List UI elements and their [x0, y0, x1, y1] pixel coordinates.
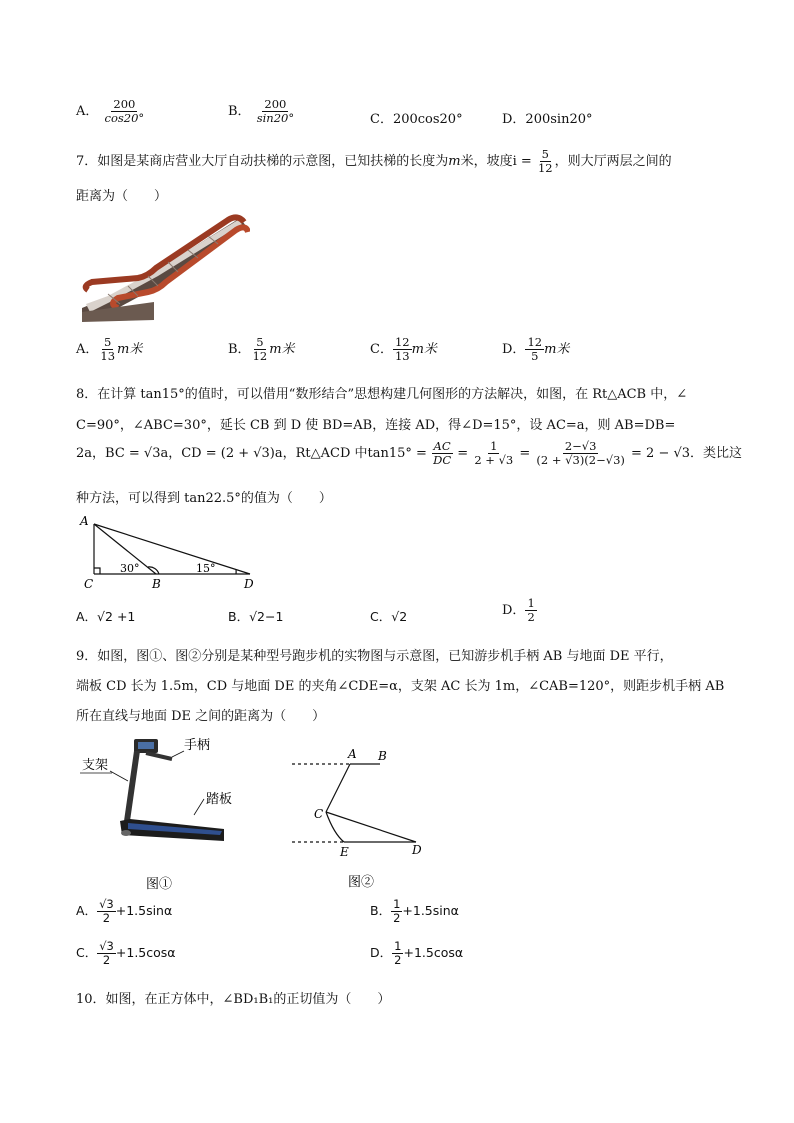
- q7-option-d: [502, 336, 569, 363]
- leader-pedal: [194, 799, 204, 815]
- q10-stem: 10．如图，在正方体中，∠BD₁B₁的正切值为（ ）: [76, 992, 391, 1007]
- q9-option-b: [370, 898, 459, 925]
- equals-sign: =: [457, 446, 469, 462]
- numerator: √3: [99, 939, 114, 953]
- label-d: D: [244, 577, 254, 591]
- option-label: B．: [370, 903, 392, 919]
- q6-option-b: [228, 98, 296, 125]
- label-30-degrees: 30°: [120, 562, 140, 575]
- fraction: [525, 597, 536, 624]
- q7-option-c: [370, 336, 437, 363]
- stem-text: 米，坡度i =: [460, 154, 532, 170]
- caption-fig2: 图②: [348, 875, 375, 890]
- side-ad: [94, 524, 250, 574]
- denominator: (2 + √3)(2−√3): [536, 453, 625, 468]
- denominator: 12: [252, 349, 268, 364]
- triangle-figure: [76, 512, 266, 592]
- denominator: 2 + √3: [474, 453, 514, 468]
- leader-handle: [172, 751, 184, 757]
- q9-stem-line1: 9．如图，图①、图②分别是某种型号跑步机的实物图与示意图，已知游步机手柄 AB 与地面 DE 平行，: [76, 649, 673, 664]
- angle-arc-30: [148, 567, 159, 574]
- q6-option-c: C．200cos20°: [370, 112, 463, 127]
- option-label: D．: [370, 945, 393, 961]
- denominator: sin20°: [256, 111, 295, 126]
- option-tail: +1.5sinα: [115, 903, 173, 919]
- numerator: 1: [490, 439, 498, 453]
- label-15-degrees: 15°: [196, 562, 216, 575]
- numerator: 200: [113, 97, 136, 111]
- denominator: DC: [433, 453, 452, 468]
- numerator: 5: [541, 147, 549, 161]
- leader-support: [110, 771, 128, 781]
- q7-stem-line2: 距离为（ ）: [76, 189, 168, 204]
- numerator: 200: [264, 97, 287, 111]
- option-label: A．: [76, 104, 99, 120]
- numerator: 2−√3: [564, 439, 597, 453]
- q8-stem-line4: 种方法，可以得到 tan22.5°的值为（ ）: [76, 491, 332, 506]
- q8-stem-line3: [76, 440, 742, 467]
- label-d: D: [412, 843, 422, 857]
- denominator: 5: [531, 349, 539, 364]
- right-angle-mark: [94, 568, 100, 574]
- stem-text: = 2 − √3．类比这: [631, 446, 743, 462]
- fraction-rationalized: [534, 440, 626, 467]
- q7-option-a: [76, 336, 142, 363]
- denominator: 13: [100, 349, 116, 364]
- option-label: C．: [76, 945, 98, 961]
- denominator: cos20°: [104, 111, 145, 126]
- variable-m: m: [448, 154, 461, 170]
- option-tail: m米: [411, 342, 437, 358]
- option-label: D．: [502, 342, 526, 358]
- fraction: [97, 940, 116, 967]
- denominator: 2: [102, 911, 111, 926]
- q6-option-a: [76, 98, 146, 125]
- option-tail: m米: [269, 342, 295, 358]
- numerator: AC: [433, 439, 451, 453]
- label-pedal: 踏板: [206, 792, 233, 807]
- option-tail: +1.5sinα: [402, 903, 459, 919]
- stem-text: ，则大厅两层之间的: [554, 154, 672, 170]
- denominator: 2: [393, 911, 401, 926]
- q7-option-b: [228, 336, 295, 363]
- q9-option-d: [370, 940, 463, 967]
- q6-option-d: D．200sin20°: [502, 112, 593, 127]
- q9-option-a: [76, 898, 172, 925]
- label-support: 支架: [82, 758, 109, 773]
- label-a: A: [80, 514, 89, 528]
- option-tail: +1.5cosα: [403, 945, 464, 961]
- q8-stem-line2: C=90°，∠ABC=30°，延长 CB 到 D 使 BD=AB，连接 AD，得∠D=15°，设 AC=a，则 AB=DB=: [76, 418, 676, 433]
- caption-fig1: 图①: [146, 877, 173, 892]
- schematic-figure: [286, 740, 436, 890]
- label-e: E: [340, 845, 349, 859]
- numerator: 12: [394, 335, 410, 349]
- numerator: 1: [394, 939, 402, 953]
- q8-option-a: A．√2 +1: [76, 609, 136, 624]
- numerator: 1: [393, 897, 401, 911]
- label-b: B: [152, 577, 161, 591]
- slope-fraction: [536, 148, 555, 175]
- numerator: 12: [527, 335, 543, 349]
- option-label: A．: [76, 903, 98, 919]
- fraction: [255, 98, 296, 125]
- denominator: 12: [537, 161, 553, 176]
- numerator: √3: [99, 897, 114, 911]
- treadmill-figure: [76, 733, 256, 893]
- q9-stem-line3: 所在直线与地面 DE 之间的距离为（ ）: [76, 709, 326, 724]
- numerator: 5: [104, 335, 112, 349]
- label-handle: 手柄: [184, 738, 211, 753]
- fraction-ac-dc: [431, 440, 453, 467]
- numerator: 5: [256, 335, 264, 349]
- denominator: 2: [394, 953, 402, 968]
- fraction: [525, 336, 544, 363]
- numerator: 1: [527, 596, 535, 610]
- stem-text: 2a，BC = √3a，CD = (2 + √3)a，Rt△ACD 中tan15° =: [76, 446, 427, 462]
- fraction: [103, 98, 147, 125]
- denominator: 2: [102, 953, 111, 968]
- fraction: [97, 898, 116, 925]
- segment-ac: [326, 764, 350, 812]
- fraction: [98, 336, 117, 363]
- option-label: C．: [370, 342, 393, 358]
- label-c: C: [314, 807, 324, 821]
- label-a: A: [348, 747, 357, 761]
- option-label: B．: [228, 342, 251, 358]
- q8-stem-line1: 8．在计算 tan15°的值时，可以借用“数形结合”思想构建几何图形的方法解决，如图，在 Rt△ACB 中，∠: [76, 387, 688, 402]
- q7-stem-line1: [76, 148, 672, 175]
- equals-sign: =: [519, 446, 531, 462]
- option-tail: +1.5cosα: [115, 945, 176, 961]
- fraction: [392, 940, 403, 967]
- denominator: 2: [527, 610, 535, 625]
- fraction-1-over: [472, 440, 515, 467]
- label-c: C: [84, 577, 94, 591]
- treadmill-image: [120, 739, 224, 841]
- q9-stem-line2: 端板 CD 长为 1.5m，CD 与地面 DE 的夹角∠CDE=α，支架 AC 长为 1m，∠CAB=120°，则距步机手柄 AB: [76, 679, 725, 694]
- label-b: B: [378, 749, 387, 763]
- handle-bar: [146, 753, 172, 759]
- q8-option-b: B．√2−1: [228, 609, 284, 624]
- fraction: [393, 336, 412, 363]
- option-tail: m米: [117, 342, 143, 358]
- option-label: D．: [502, 603, 526, 619]
- option-label: B．: [228, 104, 251, 120]
- fraction: [391, 898, 402, 925]
- stem-text: 7．如图是某商店营业大厅自动扶梯的示意图，已知扶梯的长度为: [76, 154, 449, 170]
- escalator-image: [78, 212, 250, 324]
- q9-option-c: [76, 940, 176, 967]
- denominator: 13: [394, 349, 410, 364]
- option-label: A．: [76, 342, 99, 358]
- q8-option-d: [502, 597, 537, 624]
- option-tail: m米: [544, 342, 570, 358]
- q8-option-c: C．√2: [370, 609, 408, 624]
- fraction: [251, 336, 270, 363]
- support-post: [124, 751, 140, 821]
